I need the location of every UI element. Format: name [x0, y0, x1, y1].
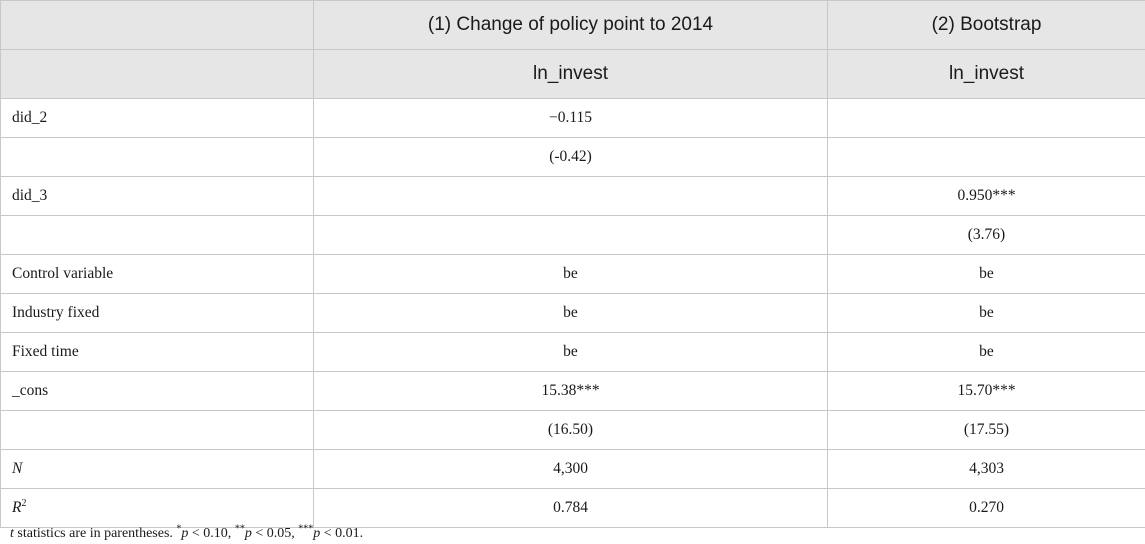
note-threshold-1: < 0.10, [188, 526, 235, 541]
row-label: did_2 [1, 99, 314, 138]
table-row [1, 333, 1145, 372]
cell-col1: (-0.42) [314, 138, 828, 177]
row-label: did_3 [1, 177, 314, 216]
column-title-2: (2) Bootstrap [828, 1, 1145, 50]
cell-col2: be [828, 294, 1145, 333]
header-empty-cell [1, 50, 314, 99]
cell-col2: (3.76) [828, 216, 1145, 255]
cell-col1: (16.50) [314, 411, 828, 450]
note-p-3: p [313, 526, 321, 541]
cell-col1: be [314, 333, 828, 372]
row-label-n: N [1, 450, 314, 489]
table-row [1, 99, 1145, 138]
row-label: Fixed time [1, 333, 314, 372]
cell-col2: 0.270 [828, 489, 1145, 528]
table-row [1, 294, 1145, 333]
table-row [1, 216, 1145, 255]
cell-col1: 15.38*** [314, 372, 828, 411]
cell-col1 [314, 216, 828, 255]
column-title-1: (1) Change of policy point to 2014 [314, 1, 828, 50]
note-p-1: p [181, 526, 189, 541]
row-label: Control variable [1, 255, 314, 294]
row-label: _cons [1, 372, 314, 411]
cell-col2: (17.55) [828, 411, 1145, 450]
table-row [1, 450, 1145, 489]
cell-col1: 0.784 [314, 489, 828, 528]
header-row-dependent [1, 50, 1145, 99]
header-row-titles [1, 1, 1145, 50]
cell-col2: 0.950*** [828, 177, 1145, 216]
cell-col1: −0.115 [314, 99, 828, 138]
cell-col1: be [314, 255, 828, 294]
table-row [1, 177, 1145, 216]
note-t: t [10, 526, 14, 541]
row-label-r-squared [1, 489, 314, 528]
table-row [1, 255, 1145, 294]
note-threshold-2: < 0.05, [251, 526, 299, 541]
cell-col1: be [314, 294, 828, 333]
row-label [1, 216, 314, 255]
cell-col2: be [828, 333, 1145, 372]
r-superscript: 2 [21, 497, 27, 509]
note-star-3: *** [298, 523, 314, 535]
table-row [1, 489, 1145, 528]
cell-col2: 15.70*** [828, 372, 1145, 411]
note-star-2: ** [234, 523, 245, 535]
cell-col2 [828, 138, 1145, 177]
note-threshold-3: < 0.01. [320, 526, 364, 541]
note-p-2: p [244, 526, 252, 541]
header-empty-cell [1, 1, 314, 50]
note-star-1: * [176, 523, 182, 535]
cell-col1: 4,300 [314, 450, 828, 489]
cell-col1 [314, 177, 828, 216]
table-row [1, 411, 1145, 450]
row-label: Industry fixed [1, 294, 314, 333]
row-label [1, 138, 314, 177]
cell-col2 [828, 99, 1145, 138]
cell-col2: be [828, 255, 1145, 294]
cell-col2: 4,303 [828, 450, 1145, 489]
r-symbol: R [12, 499, 22, 516]
dependent-variable-2: ln_invest [828, 50, 1145, 99]
table-row [1, 372, 1145, 411]
row-label [1, 411, 314, 450]
note-text: statistics are in parentheses. [13, 526, 177, 541]
table-row [1, 138, 1145, 177]
table-footnote [10, 523, 364, 542]
dependent-variable-1: ln_invest [314, 50, 828, 99]
